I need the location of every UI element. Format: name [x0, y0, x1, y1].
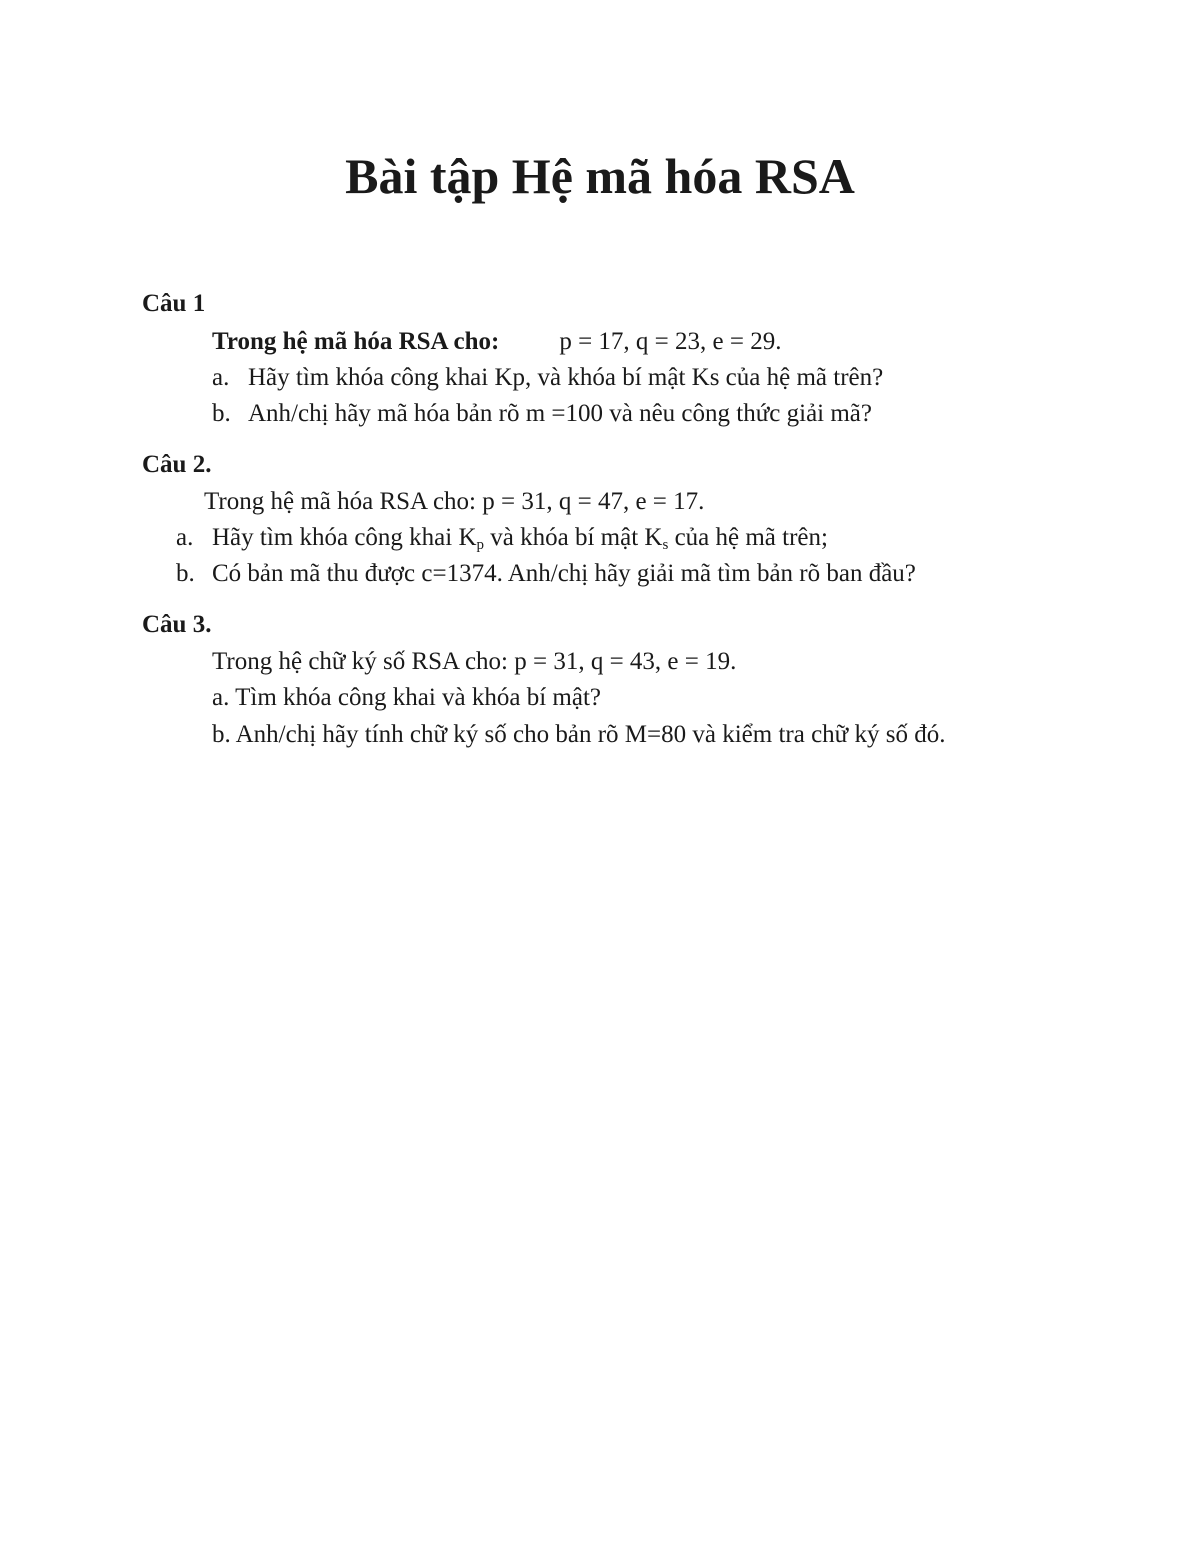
q2-item-a-sub-p: p	[476, 537, 485, 553]
q1-item-a-text: Hãy tìm khóa công khai Kp, và khóa bí mật Ks của hệ mã trên?	[248, 364, 884, 391]
q2-item-a-marker: a.	[176, 524, 194, 551]
q1-intro-params: p = 17, q = 23, e = 29.	[559, 328, 782, 355]
q1-item-a	[212, 363, 883, 393]
q1-item-b	[212, 399, 872, 429]
q2-item-a-text-2: và khóa bí mật K	[484, 524, 663, 551]
q3-item-a: a. Tìm khóa công khai và khóa bí mật?	[212, 684, 602, 711]
q1-intro	[212, 327, 781, 357]
q1-item-b-marker: b.	[212, 400, 231, 427]
q1-intro-label: Trong hệ mã hóa RSA cho:	[212, 328, 500, 355]
q1-item-b-text: Anh/chị hãy mã hóa bản rõ m =100 và nêu công thức giải mã?	[248, 400, 872, 427]
q2-item-a-text-1: Hãy tìm khóa công khai K	[212, 524, 477, 551]
q2-item-a-text-3: của hệ mã trên;	[668, 524, 828, 551]
q3-heading: Câu 3.	[142, 611, 212, 638]
q1-item-a-marker: a.	[212, 364, 230, 391]
q1-heading: Câu 1	[142, 290, 206, 317]
q3-intro: Trong hệ chữ ký số RSA cho: p = 31, q = 43, e = 19.	[212, 648, 737, 675]
q2-item-a	[176, 523, 828, 553]
q2-item-b	[176, 559, 916, 589]
q2-item-b-marker: b.	[176, 560, 195, 587]
q2-intro: Trong hệ mã hóa RSA cho: p = 31, q = 47, e = 17.	[204, 488, 705, 515]
q3-item-b: b. Anh/chị hãy tính chữ ký số cho bản rõ M=80 và kiểm tra chữ ký số đó.	[212, 721, 946, 748]
q2-item-b-text: Có bản mã thu được c=1374. Anh/chị hãy giải mã tìm bản rõ ban đầu?	[212, 560, 916, 587]
page-title: Bài tập Hệ mã hóa RSA	[345, 148, 855, 204]
q2-item-a-sub-s: s	[662, 537, 669, 553]
q2-heading: Câu 2.	[142, 451, 212, 478]
